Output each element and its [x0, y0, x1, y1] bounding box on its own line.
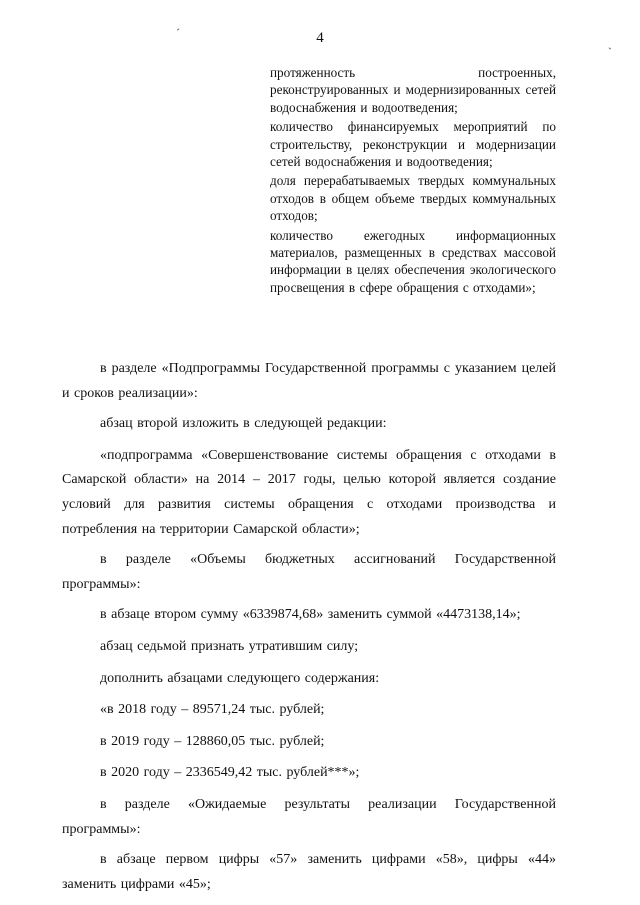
page-number: 4 [316, 30, 324, 46]
indicator-item: доля перерабатываемых твердых коммунальных отходов в общем объеме твердых коммунальных отходов; [270, 173, 556, 224]
paragraph: дополнить абзацами следующего содержания: [100, 670, 380, 686]
paragraph: в разделе «Подпрограммы Государственной программы с указанием целей и сроков реализации»: [62, 361, 556, 401]
indicator-item: количество финансируемых мероприятий по строительству, реконструкции и модернизации сетей водоснабжения и водоотведения; [270, 119, 556, 170]
indicator-item: количество ежегодных информационных материалов, размещенных в средствах массовой информации в целях обеспечения экологического просвещения в сфере обращения с отходами»; [270, 227, 556, 295]
paragraph: в 2020 году – 2336549,42 тыс. рублей***»; [100, 765, 360, 781]
indicator-list [270, 64, 556, 298]
paragraph: в 2019 году – 128860,05 тыс. рублей; [100, 733, 325, 749]
indicator-item: протяженность построенных, реконструированных и модернизированных сетей водоснабжения и водоотведения; [270, 65, 556, 115]
scan-mark: ˎ [608, 36, 612, 50]
document-body [62, 357, 556, 903]
paragraph: в разделе «Объемы бюджетных ассигнований Государственной программы»: [62, 552, 556, 592]
paragraph: «в 2018 году – 89571,24 тыс. рублей; [100, 702, 325, 718]
scan-mark: ˊ [176, 26, 180, 40]
paragraph: в абзаце первом цифры «57» заменить цифрами «58», цифры «44» заменить цифрами «45»; [62, 852, 556, 892]
paragraph: абзац второй изложить в следующей редакции: [100, 416, 387, 432]
paragraph: абзац седьмой признать утратившим силу; [100, 638, 359, 654]
paragraph: в разделе «Ожидаемые результаты реализации Государственной программы»: [62, 796, 556, 837]
paragraph: в абзаце втором сумму «6339874,68» заменить суммой «4473138,14»; [100, 607, 521, 623]
paragraph: «подпрограмма «Совершенствование системы обращения с отходами в Самарской области» на 2014 – 2017 годы, целью которой является создание условий для развития системы обращения с отходами производства и потребления на территории Самарской области»; [62, 447, 556, 537]
